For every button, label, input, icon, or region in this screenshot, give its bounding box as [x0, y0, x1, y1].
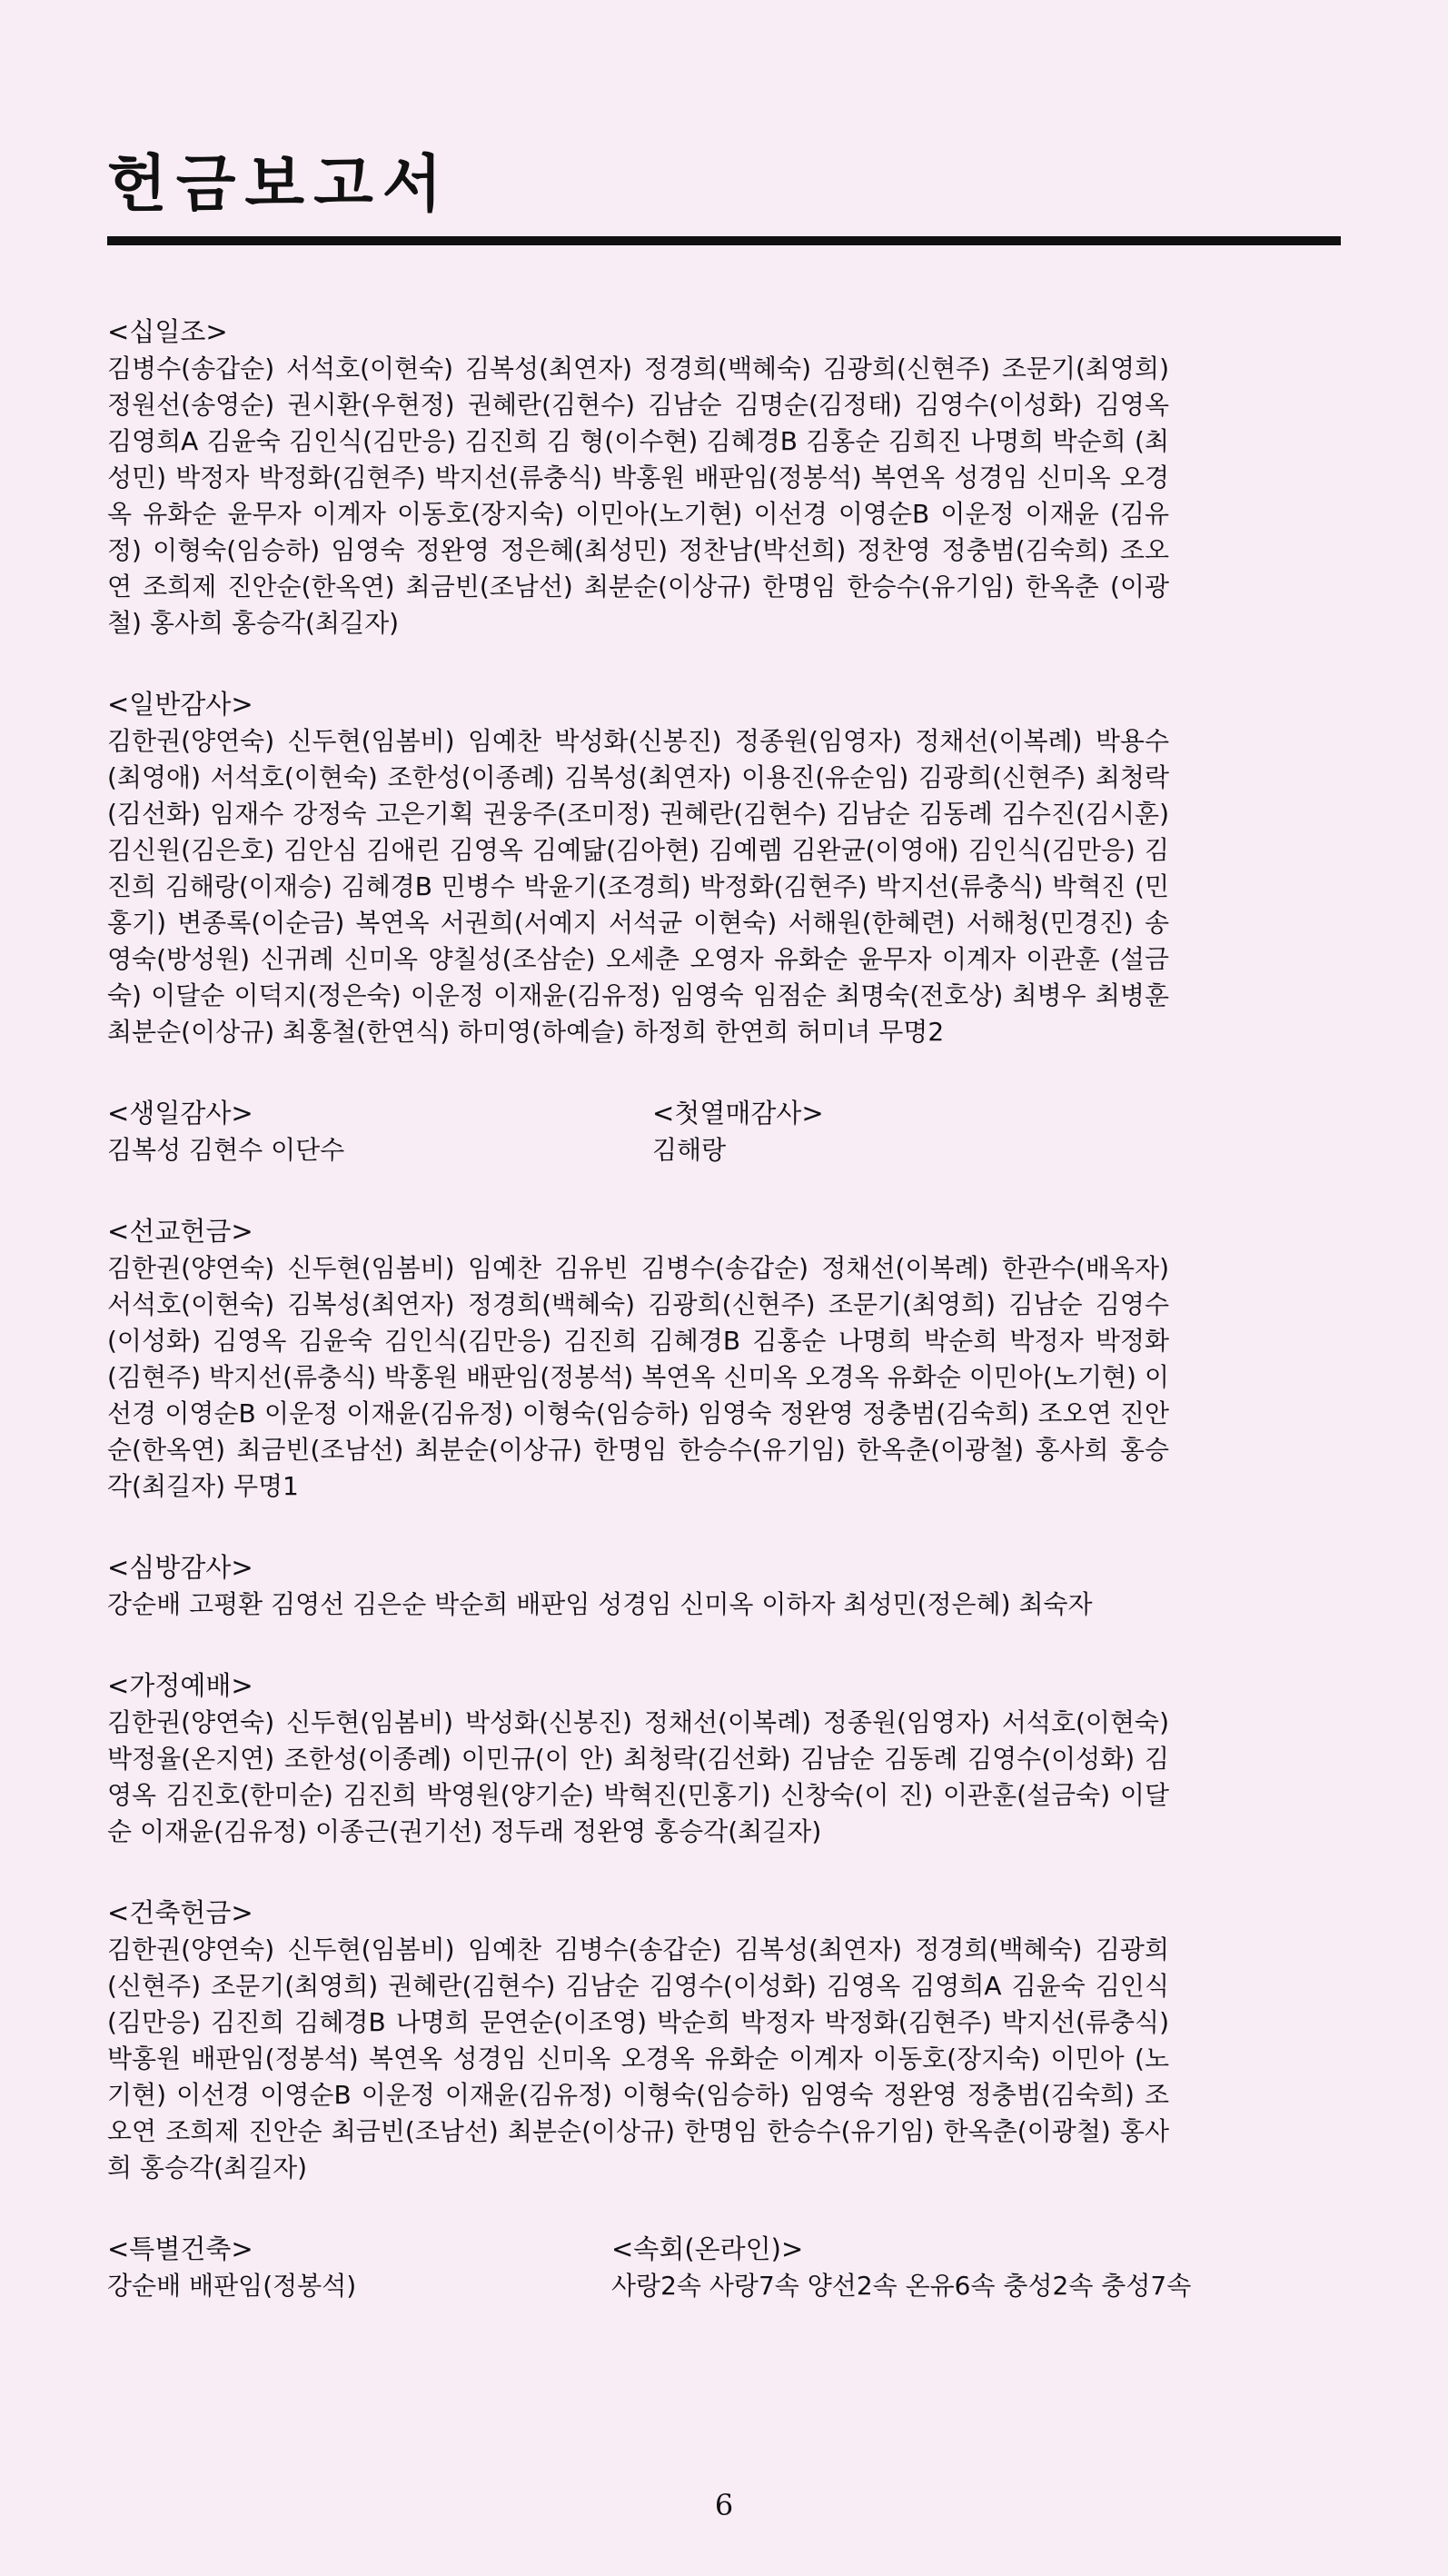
- section-title: <선교헌금>: [107, 1216, 253, 1247]
- section-general-thanks: [107, 685, 1341, 1050]
- section-title: <십일조>: [107, 316, 228, 347]
- section-mission-offering: [107, 1212, 1341, 1505]
- title-divider: [107, 236, 1341, 245]
- section-title: <심방감사>: [107, 1552, 253, 1583]
- section-building-offering: [107, 1894, 1341, 2186]
- section-title: <건축헌금>: [107, 1897, 253, 1928]
- donor-list: 김한권(양연숙) 신두현(임봄비) 박성화(신봉진) 정채선(이복례) 정종원(임영자) 서석호(이현숙) 박정율(온지연) 조한성(이종례) 이민규(이 안) 최청락(김선화) 김남순 김동례 김영수(이성화) 김영옥 김진호(한미순) 김진희 박영원(양기순) 박혁진(민홍기) 신창숙(이 진) 이관훈(설금숙) 이달순 이재윤(김유정) 이종근(권기선) 정두래 정완영 홍승각(최길자): [107, 1707, 1169, 1846]
- section-cell-online: [611, 2230, 1193, 2304]
- section-title: <생일감사>: [107, 1098, 253, 1129]
- section-row-birthday-firstfruit: [107, 1094, 1341, 1169]
- section-title: <속회(온라인)>: [611, 2233, 804, 2264]
- donor-list: 김한권(양연숙) 신두현(임봄비) 임예찬 김병수(송갑순) 김복성(최연자) 정경희(백혜숙) 김광희 (신현주) 조문기(최영희) 권혜란(김현수) 김남순 김영수(이성화) 김영옥 김영희A 김윤숙 김인식 (김만응) 김진희 김혜경B 나명희 문연순(이조영) 박순희 박정자 박정화(김현주) 박지선(류충식) 박홍원 배판임(정봉석) 복연옥 성경임 신미옥 오경옥 유화순 이계자 이동호(장지숙) 이민아 (노기현) 이선경 이영순B 이운정 이재윤(김유정) 이형숙(임승하) 임영숙 정완영 정충범(김숙희) 조오연 조희제 진안순 최금빈(조남선) 최분순(이상규) 한명임 한승수(유기임) 한옥춘(이광철) 홍사희 홍승각(최길자): [107, 1934, 1169, 2183]
- section-row-special-building-cell: [107, 2230, 1341, 2304]
- report-page: [107, 149, 1341, 2348]
- section-title: <일반감사>: [107, 689, 253, 720]
- section-firstfruit-thanks: [652, 1094, 1197, 1169]
- section-family-worship: [107, 1666, 1341, 1850]
- section-visitation-thanks: [107, 1548, 1341, 1623]
- section-title: <특별건축>: [107, 2233, 253, 2264]
- section-birthday-thanks: [107, 1094, 652, 1169]
- section-tithe: [107, 313, 1341, 642]
- donor-list: 김해랑: [652, 1135, 727, 1165]
- donor-list: 강순배 배판임(정봉석): [107, 2271, 357, 2301]
- section-special-building: [107, 2230, 611, 2304]
- donor-list: 김한권(양연숙) 신두현(임봄비) 임예찬 박성화(신봉진) 정종원(임영자) 정채선(이복례) 박용수 (최영애) 서석호(이현숙) 조한성(이종례) 김복성(최연자) 이용진(유순임) 김광희(신현주) 최청락 (김선화) 임재수 강정숙 고은기획 권웅주(조미정) 권혜란(김현수) 김남순 김동례 김수진(김시훈) 김신원(김은호) 김안심 김애린 김영옥 김예닮(김아현) 김예렘 김완균(이영애) 김인식(김만응) 김진희 김해랑(이재승) 김혜경B 민병수 박윤기(조경희) 박정화(김현주) 박지선(류충식) 박혁진 (민홍기) 변종록(이순금) 복연옥 서권희(서예지 서석균 이현숙) 서해원(한혜련) 서해청(민경진) 송영숙(방성원) 신귀례 신미옥 양칠성(조삼순) 오세춘 오영자 유화순 윤무자 이계자 이관훈 (설금숙) 이달순 이덕지(정은숙) 이운정 이재윤(김유정) 임영숙 임점순 최명숙(전호상) 최병우 최병훈 최분순(이상규) 최홍철(한연식) 하미영(하예슬) 하정희 한연희 허미녀 무명2: [107, 726, 1169, 1047]
- donor-list: 김복성 김현수 이단수: [107, 1135, 345, 1165]
- donor-list: 사랑2속 사랑7속 양선2속 온유6속 충성2속 충성7속: [611, 2271, 1192, 2301]
- section-title: <첫열매감사>: [652, 1098, 824, 1129]
- section-title: <가정예배>: [107, 1670, 253, 1701]
- page-number: 6: [714, 2488, 734, 2522]
- page-title: 헌금보고서: [107, 149, 451, 221]
- donor-list: 김한권(양연숙) 신두현(임봄비) 임예찬 김유빈 김병수(송갑순) 정채선(이복례) 한관수(배옥자) 서석호(이현숙) 김복성(최연자) 정경희(백혜숙) 김광희(신현주) 조문기(최영희) 김남순 김영수 (이성화) 김영옥 김윤숙 김인식(김만응) 김진희 김혜경B 김홍순 나명희 박순희 박정자 박정화 (김현주) 박지선(류충식) 박홍원 배판임(정봉석) 복연옥 신미옥 오경옥 유화순 이민아(노기현) 이선경 이영순B 이운정 이재윤(김유정) 이형숙(임승하) 임영숙 정완영 정충범(김숙희) 조오연 진안순(한옥연) 최금빈(조남선) 최분순(이상규) 한명임 한승수(유기임) 한옥춘(이광철) 홍사희 홍승각(최길자) 무명1: [107, 1253, 1169, 1501]
- donor-list: 김병수(송갑순) 서석호(이현숙) 김복성(최연자) 정경희(백혜숙) 김광희(신현주) 조문기(최영희) 정원선(송영순) 권시환(우현정) 권혜란(김현수) 김남순 김명순(김정태) 김영수(이성화) 김영옥 김영희A 김윤숙 김인식(김만응) 김진희 김 형(이수현) 김혜경B 김홍순 김희진 나명희 박순희 (최성민) 박정자 박정화(김현주) 박지선(류충식) 박홍원 배판임(정봉석) 복연옥 성경임 신미옥 오경옥 유화순 윤무자 이계자 이동호(장지숙) 이민아(노기현) 이선경 이영순B 이운정 이재윤 (김유정) 이형숙(임승하) 임영숙 정완영 정은혜(최성민) 정찬남(박선희) 정찬영 정충범(김숙희) 조오연 조희제 진안순(한옥연) 최금빈(조남선) 최분순(이상규) 한명임 한승수(유기임) 한옥춘 (이광철) 홍사희 홍승각(최길자): [107, 353, 1169, 638]
- donor-list: 강순배 고평환 김영선 김은순 박순희 배판임 성경임 신미옥 이하자 최성민(정은혜) 최숙자: [107, 1589, 1093, 1619]
